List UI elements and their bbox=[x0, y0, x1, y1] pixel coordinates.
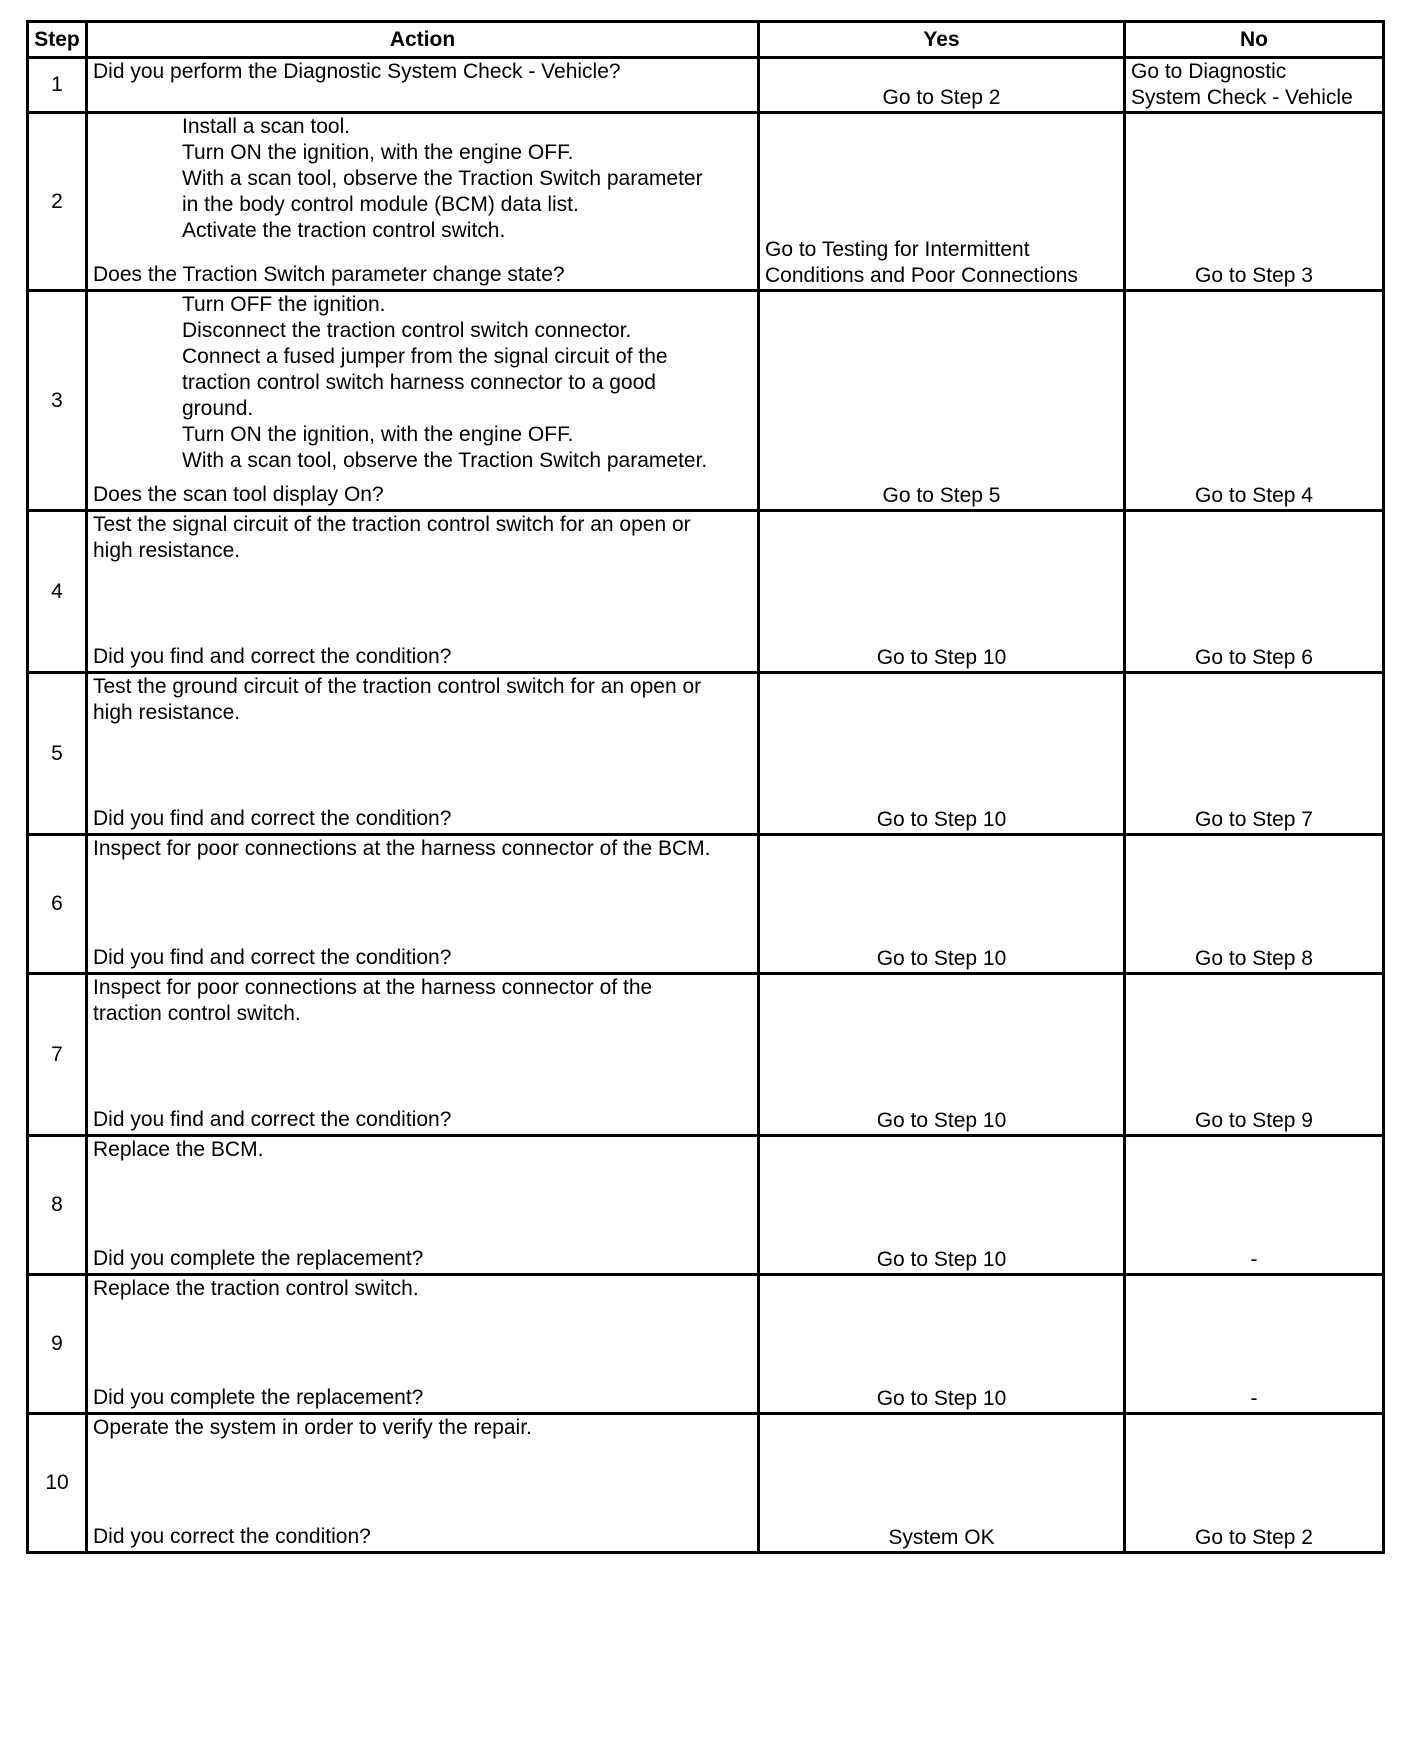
action-content bbox=[93, 1415, 752, 1551]
yes-result: Go to Step 2 bbox=[759, 58, 1125, 113]
no-result: - bbox=[1125, 1275, 1384, 1414]
action-instruction: Disconnect the traction control switch connector. bbox=[182, 319, 632, 342]
action-instruction: Replace the traction control switch. bbox=[93, 1277, 419, 1300]
action-question: Did you complete the replacement? bbox=[93, 1386, 424, 1409]
action-instruction: Replace the BCM. bbox=[93, 1138, 264, 1161]
step-number: 8 bbox=[28, 1136, 87, 1275]
table-row bbox=[28, 511, 1384, 673]
action-cell bbox=[87, 835, 759, 974]
header-yes: Yes bbox=[759, 22, 1125, 58]
no-result: Go to Step 9 bbox=[1125, 974, 1384, 1136]
action-content bbox=[93, 114, 752, 289]
no-result: Go to Step 7 bbox=[1125, 673, 1384, 835]
action-question: Did you correct the condition? bbox=[93, 1525, 371, 1548]
action-question: Did you complete the replacement? bbox=[93, 1247, 424, 1270]
action-instruction: Inspect for poor connections at the harness connector of the BCM. bbox=[93, 837, 711, 860]
yes-result: Go to Step 10 bbox=[759, 673, 1125, 835]
action-cell bbox=[87, 511, 759, 673]
action-question: Did you find and correct the condition? bbox=[93, 645, 452, 668]
yes-result: Go to Step 10 bbox=[759, 835, 1125, 974]
action-question: Did you find and correct the condition? bbox=[93, 1108, 452, 1131]
action-instruction: Activate the traction control switch. bbox=[182, 219, 506, 242]
no-result: Go to Step 6 bbox=[1125, 511, 1384, 673]
action-content bbox=[93, 975, 752, 1134]
action-question: Did you find and correct the condition? bbox=[93, 946, 452, 969]
step-number: 4 bbox=[28, 511, 87, 673]
step-number: 5 bbox=[28, 673, 87, 835]
action-cell bbox=[87, 113, 759, 291]
step-number: 3 bbox=[28, 291, 87, 511]
action-content bbox=[93, 836, 752, 972]
action-question: Does the scan tool display On? bbox=[93, 483, 384, 506]
action-question: Does the Traction Switch parameter change state? bbox=[93, 263, 565, 286]
no-result: Go to Step 4 bbox=[1125, 291, 1384, 511]
action-question: Did you find and correct the condition? bbox=[93, 807, 452, 830]
header-row bbox=[28, 22, 1384, 58]
yes-result: Go to Step 5 bbox=[759, 291, 1125, 511]
step-number: 6 bbox=[28, 835, 87, 974]
action-cell bbox=[87, 1414, 759, 1553]
table-row bbox=[28, 113, 1384, 291]
yes-result: System OK bbox=[759, 1414, 1125, 1553]
step-number: 2 bbox=[28, 113, 87, 291]
table-row bbox=[28, 673, 1384, 835]
table-row bbox=[28, 291, 1384, 511]
step-number: 9 bbox=[28, 1275, 87, 1414]
action-cell bbox=[87, 673, 759, 835]
table-row bbox=[28, 1275, 1384, 1414]
action-cell bbox=[87, 1136, 759, 1275]
action-instruction: Connect a fused jumper from the signal circuit of the traction control switch harness connector to a good ground. bbox=[182, 345, 668, 420]
yes-result: Go to Step 10 bbox=[759, 1136, 1125, 1275]
action-content bbox=[93, 512, 752, 671]
action-content bbox=[93, 1137, 752, 1273]
no-result: Go to Step 2 bbox=[1125, 1414, 1384, 1553]
action-instruction: Turn ON the ignition, with the engine OFF. bbox=[182, 423, 574, 446]
yes-result: Go to Step 10 bbox=[759, 974, 1125, 1136]
action-content bbox=[93, 292, 752, 509]
action-instruction: Install a scan tool. bbox=[182, 115, 351, 138]
action-content bbox=[93, 59, 752, 111]
no-result: - bbox=[1125, 1136, 1384, 1275]
step-number: 1 bbox=[28, 58, 87, 113]
action-cell bbox=[87, 974, 759, 1136]
yes-result: Go to Step 10 bbox=[759, 511, 1125, 673]
no-result: Go to Step 8 bbox=[1125, 835, 1384, 974]
header-action: Action bbox=[87, 22, 759, 58]
yes-result: Go to Step 10 bbox=[759, 1275, 1125, 1414]
no-result: Go to Step 3 bbox=[1125, 113, 1384, 291]
header-step: Step bbox=[28, 22, 87, 58]
action-content bbox=[93, 1276, 752, 1412]
action-cell bbox=[87, 1275, 759, 1414]
action-instruction: Test the ground circuit of the traction control switch for an open or high resistance. bbox=[93, 675, 702, 724]
action-instruction: With a scan tool, observe the Traction Switch parameter in the body control module (BCM) data list. bbox=[182, 167, 703, 216]
action-content bbox=[93, 674, 752, 833]
table-row bbox=[28, 974, 1384, 1136]
diagnostic-table bbox=[26, 20, 1385, 1554]
action-instruction: With a scan tool, observe the Traction Switch parameter. bbox=[182, 449, 708, 472]
table-row bbox=[28, 1414, 1384, 1553]
step-number: 10 bbox=[28, 1414, 87, 1553]
action-instruction: Test the signal circuit of the traction control switch for an open or high resistance. bbox=[93, 513, 691, 562]
action-instruction: Inspect for poor connections at the harness connector of the traction control switch. bbox=[93, 976, 653, 1025]
action-cell bbox=[87, 58, 759, 113]
table-row bbox=[28, 835, 1384, 974]
table-row bbox=[28, 58, 1384, 113]
header-no: No bbox=[1125, 22, 1384, 58]
table-body bbox=[28, 58, 1384, 1553]
table-row bbox=[28, 1136, 1384, 1275]
action-instruction: Turn ON the ignition, with the engine OFF. bbox=[182, 141, 574, 164]
action-cell bbox=[87, 291, 759, 511]
action-instruction: Turn OFF the ignition. bbox=[182, 293, 386, 316]
no-result: Go to Diagnostic System Check - Vehicle bbox=[1125, 58, 1384, 113]
action-instruction: Operate the system in order to verify the repair. bbox=[93, 1416, 532, 1439]
step-number: 7 bbox=[28, 974, 87, 1136]
yes-result: Go to Testing for Intermittent Conditions and Poor Connections bbox=[759, 113, 1125, 291]
action-question: Did you perform the Diagnostic System Check - Vehicle? bbox=[93, 60, 621, 83]
